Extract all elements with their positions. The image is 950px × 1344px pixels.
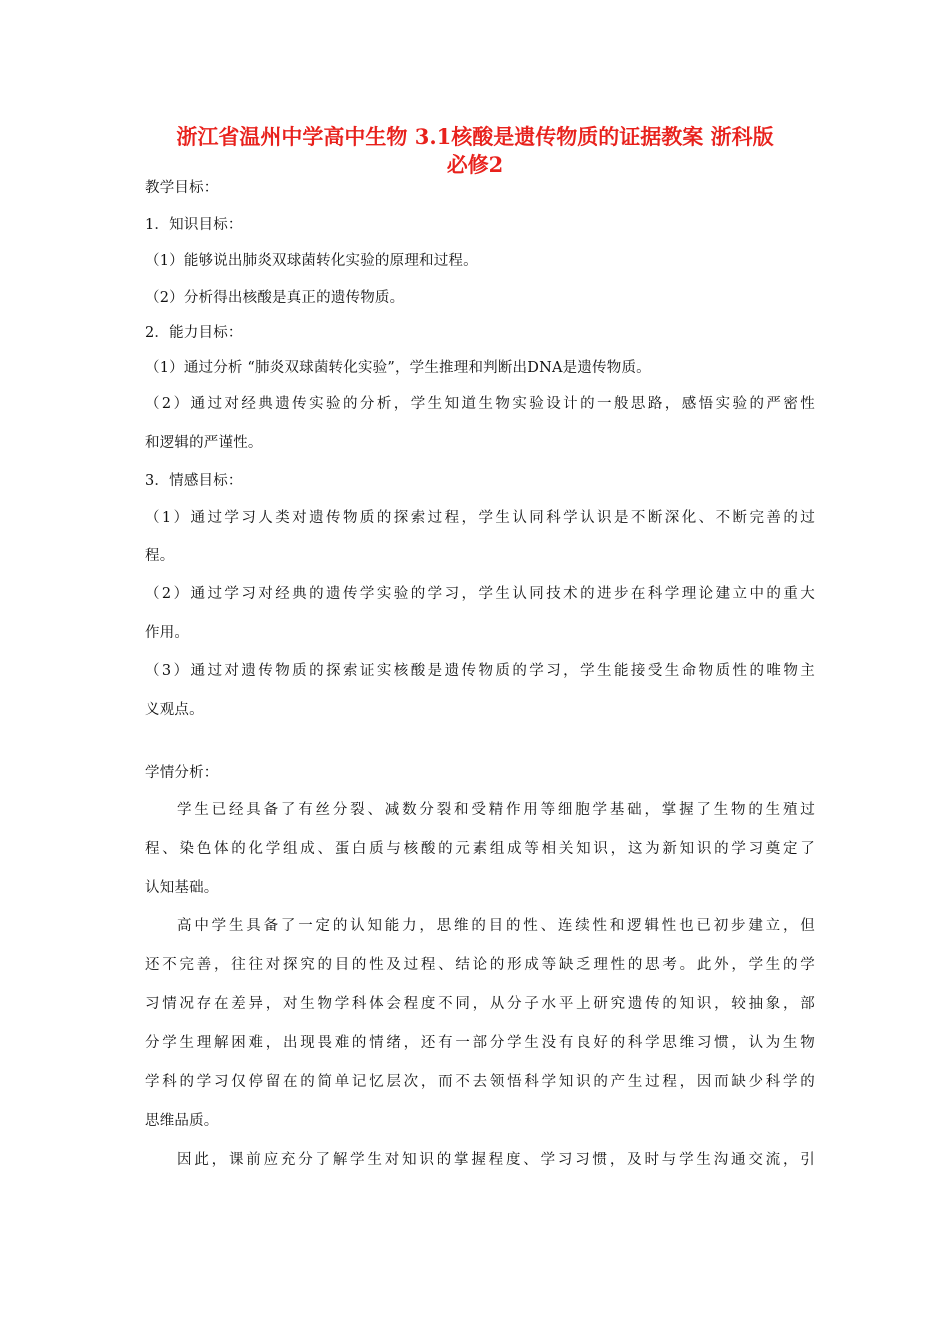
text-line: （2）通过学习对经典的遗传学实验的学习，学生认同技术的进步在科学理论建立中的重大 xyxy=(145,586,815,602)
section-heading-analysis: 学情分析： xyxy=(145,765,219,781)
subheading-ability: 2．能力目标： xyxy=(145,325,243,341)
text-line: 程。 xyxy=(145,548,175,564)
text-line: 程、染色体的化学组成、蛋白质与核酸的元素组成等相关知识，这为新知识的学习奠定了 xyxy=(145,841,815,857)
subheading-emotion: 3．情感目标： xyxy=(145,473,243,489)
text-line: （2）通过对经典遗传实验的分析，学生知道生物实验设计的一般思路，感悟实验的严密性 xyxy=(145,396,815,412)
text-line: 认知基础。 xyxy=(145,880,219,896)
text-line: 学科的学习仅停留在的简单记忆层次，而不去领悟科学知识的产生过程，因而缺少科学的 xyxy=(145,1074,815,1090)
section-heading-objectives: 教学目标： xyxy=(145,180,219,196)
text-line: （1）通过分析 “肺炎双球菌转化实验”，学生推理和判断出DNA是遗传物质。 xyxy=(145,360,651,376)
text-line: 学生已经具备了有丝分裂、减数分裂和受精作用等细胞学基础，掌握了生物的生殖过 xyxy=(177,802,815,818)
text-line: 作用。 xyxy=(145,625,190,641)
text-line: （3）通过对遗传物质的探索证实核酸是遗传物质的学习，学生能接受生命物质性的唯物主 xyxy=(145,663,815,679)
text-line: （2）分析得出核酸是真正的遗传物质。 xyxy=(145,290,405,306)
text-line: （1）通过学习人类对遗传物质的探索过程，学生认同科学认识是不断深化、不断完善的过 xyxy=(145,510,815,526)
text-line: 高中学生具备了一定的认知能力，思维的目的性、连续性和逻辑性也已初步建立，但 xyxy=(177,918,815,934)
text-line: 还不完善，往往对探究的目的性及过程、结论的形成等缺乏理性的思考。此外，学生的学 xyxy=(145,957,815,973)
text-line: 分学生理解困难，出现畏难的情绪，还有一部分学生没有良好的科学思维习惯，认为生物 xyxy=(145,1035,815,1051)
text-line: 因此，课前应充分了解学生对知识的掌握程度、学习习惯，及时与学生沟通交流，引 xyxy=(177,1152,815,1168)
text-line: （1）能够说出肺炎双球菌转化实验的原理和过程。 xyxy=(145,253,478,269)
text-line: 思维品质。 xyxy=(145,1113,219,1129)
subheading-knowledge: 1．知识目标： xyxy=(145,217,243,233)
text-line: 义观点。 xyxy=(145,702,204,718)
text-line: 和逻辑的严谨性。 xyxy=(145,435,263,451)
document-title-line-1: 浙江省温州中学高中生物 3.1核酸是遗传物质的证据教案 浙科版 xyxy=(176,124,774,149)
document-title-line-2: 必修2 xyxy=(446,152,504,177)
text-line: 习情况存在差异，对生物学科体会程度不同，从分子水平上研究遗传的知识，较抽象，部 xyxy=(145,996,815,1012)
